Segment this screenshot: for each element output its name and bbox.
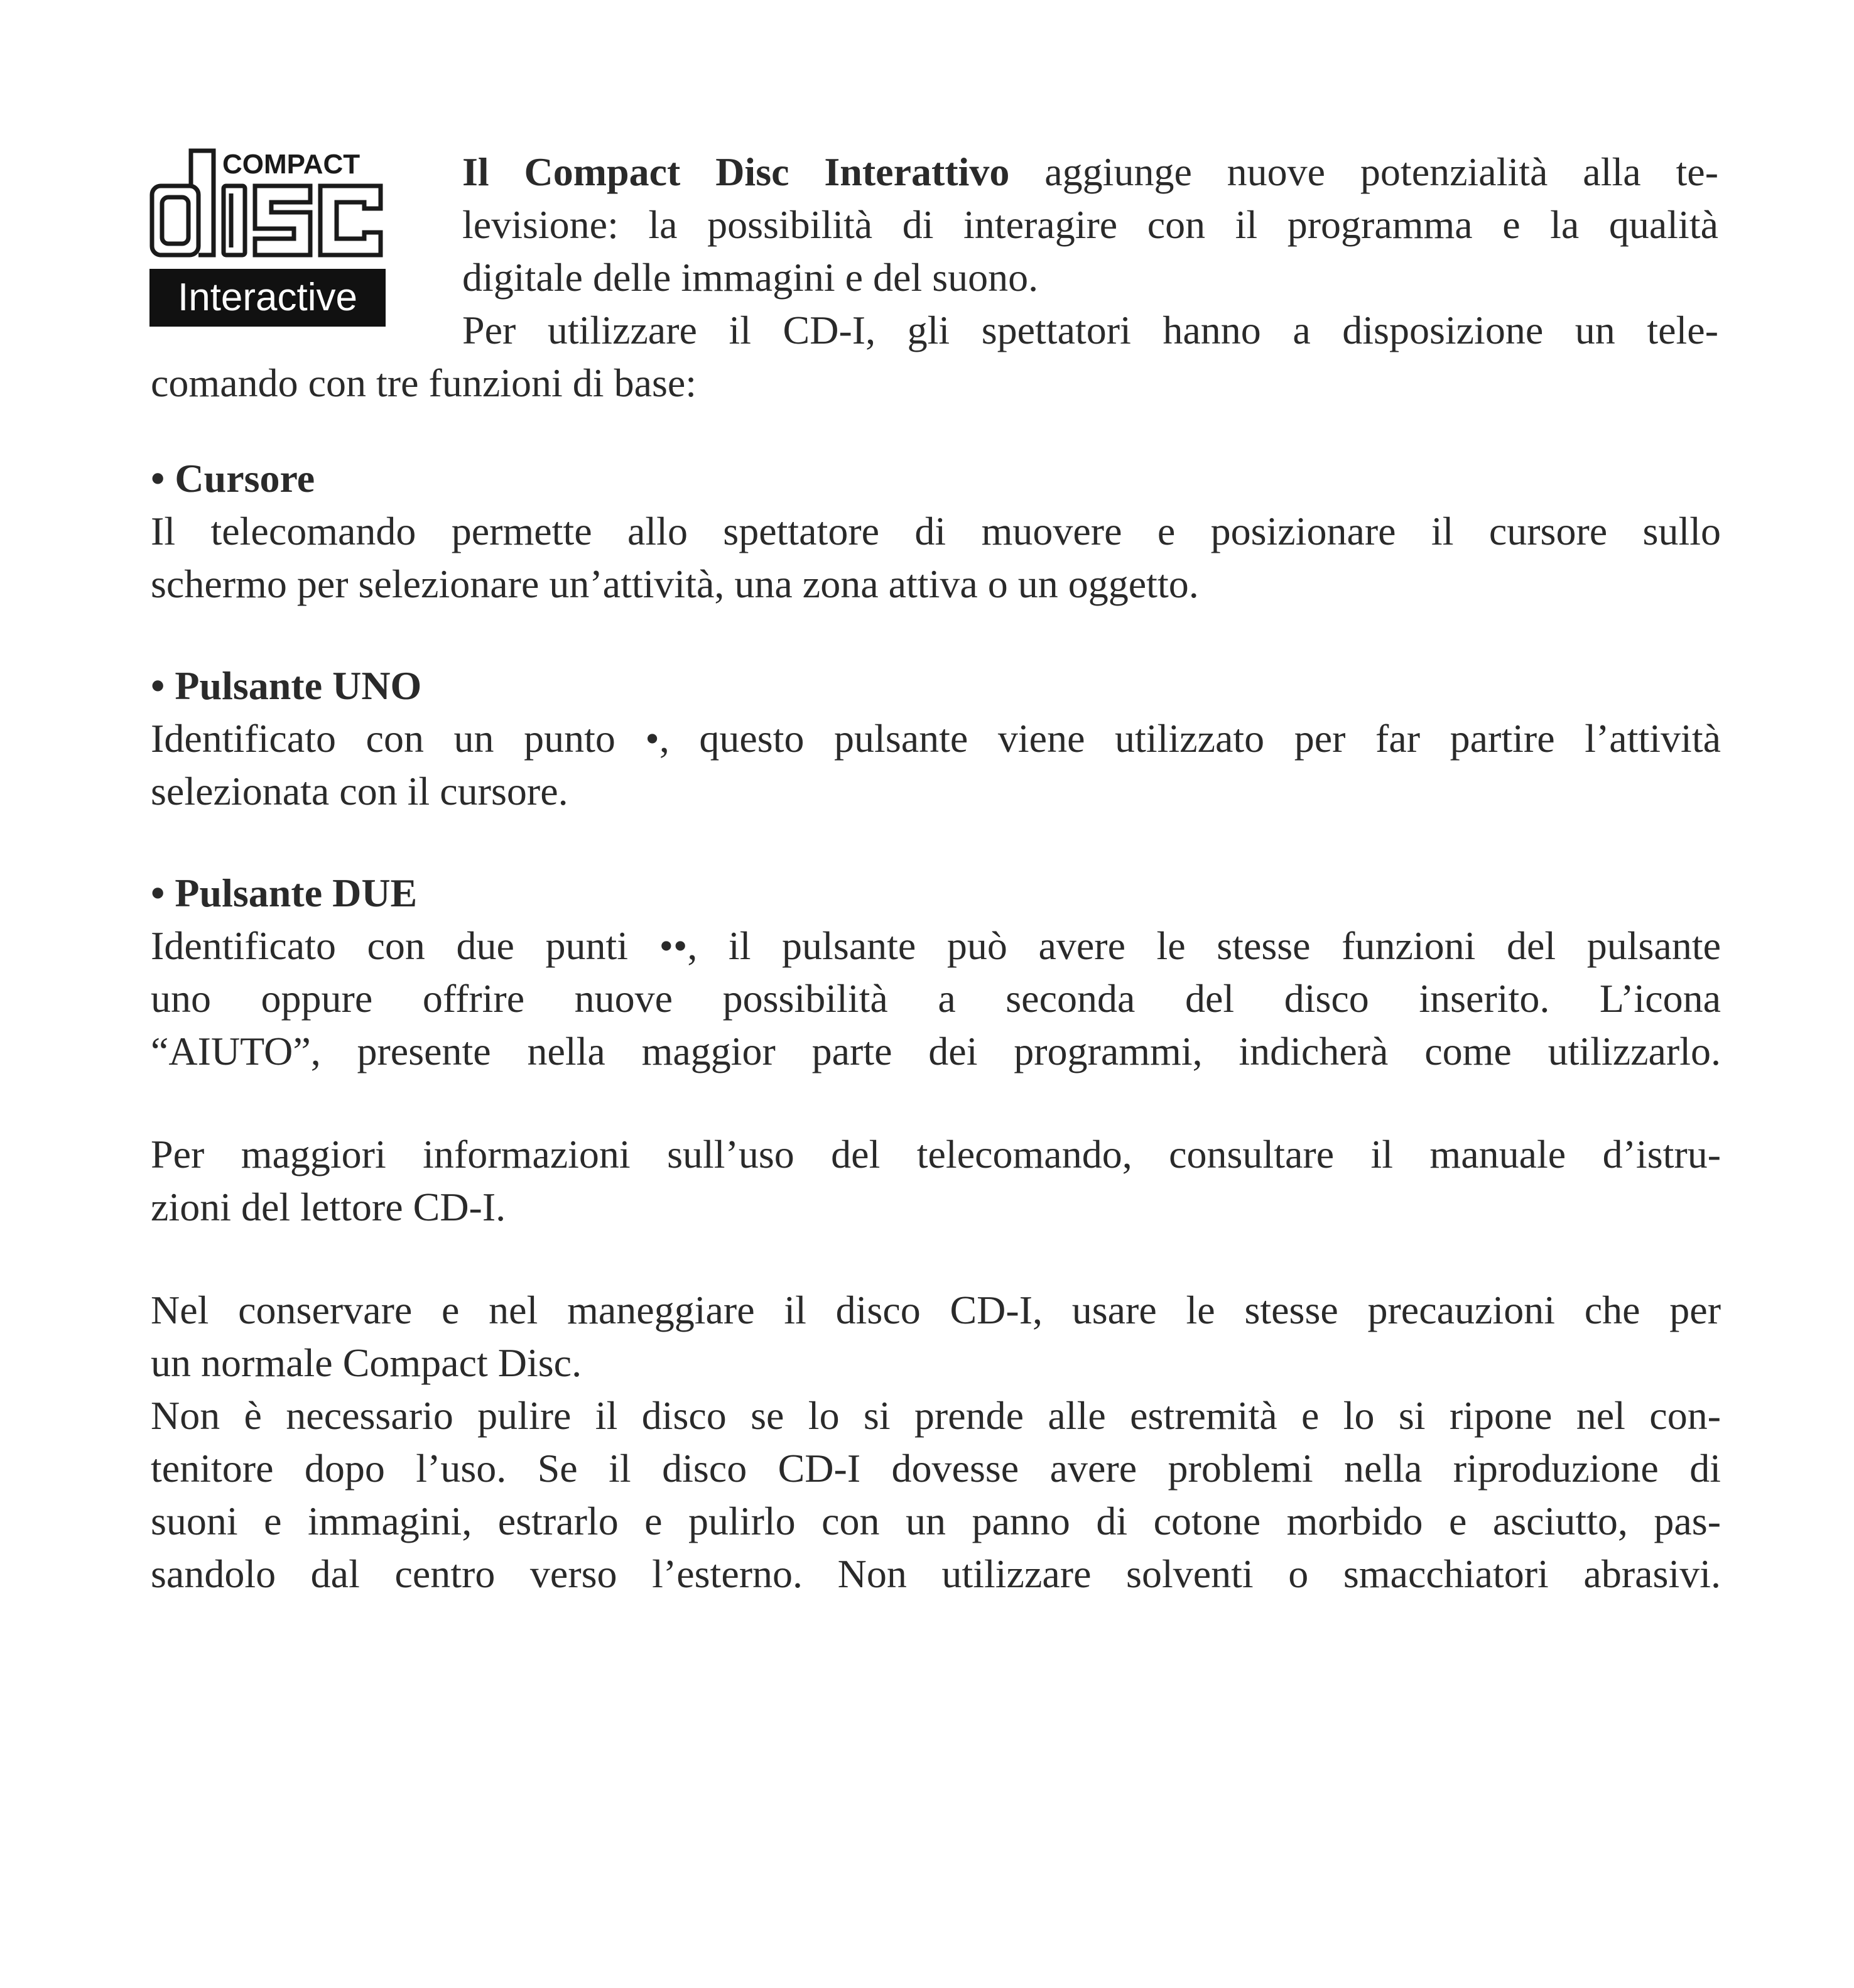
care-line-1: Nel conservare e nel maneggiare il disco CD-I, usare le stesse precauzioni che per bbox=[151, 1288, 1721, 1332]
intro-line-5: comando con tre funzioni di base: bbox=[151, 361, 697, 405]
uno-line-1: Identificato con un punto •, questo pulsante viene utilizzato per far partire l’attività bbox=[151, 716, 1721, 761]
cursore-line-1: Il telecomando permette allo spettatore di muovere e posizionare il cursore sullo bbox=[151, 509, 1721, 553]
intro-line-4: Per utilizzare il CD-I, gli spettatori hanno a disposizione un tele- bbox=[462, 308, 1718, 352]
heading-pulsante-uno: • Pulsante UNO bbox=[151, 663, 422, 708]
intro-paragraph bbox=[462, 146, 1718, 357]
intro-line-1 bbox=[462, 146, 1718, 198]
section-pulsante-due bbox=[151, 867, 1721, 1078]
uno-line-2: selezionata con il cursore. bbox=[151, 769, 568, 813]
due-line-1: Identificato con due punti ••, il pulsante può avere le stesse funzioni del pulsante bbox=[151, 923, 1721, 968]
heading-cursore: • Cursore bbox=[151, 456, 315, 501]
due-line-3: “AIUTO”, presente nella maggior parte dei programmi, indicherà come utilizzarlo. bbox=[151, 1029, 1721, 1073]
intro-line-3: digitale delle immagini e del suono. bbox=[462, 255, 1039, 300]
care-line-3: Non è necessario pulire il disco se lo si prende alle estremità e lo si ripone nel con- bbox=[151, 1393, 1721, 1438]
logo-interactive-text: Interactive bbox=[177, 276, 358, 319]
logo-compact-text: COMPACT bbox=[222, 149, 360, 180]
care-line-5: suoni e immagini, estrarlo e pulirlo con un panno di cotone morbido e asciutto, pas- bbox=[151, 1499, 1721, 1543]
care-line-4: tenitore dopo l’uso. Se il disco CD-I dovesse avere problemi nella riproduzione di bbox=[151, 1446, 1721, 1491]
info-paragraph bbox=[151, 1128, 1721, 1234]
intro-continuation bbox=[151, 357, 1721, 410]
intro-bold-lead: Il Compact Disc Interattivo bbox=[462, 149, 1010, 194]
care-line-2: un normale Compact Disc. bbox=[151, 1340, 582, 1385]
compact-disc-interactive-logo bbox=[148, 146, 387, 328]
intro-line-1-rest: aggiunge nuove potenzialità alla te- bbox=[1044, 149, 1719, 194]
intro-line-2: levisione: la possibilità di interagire con il programma e la qualità bbox=[462, 202, 1718, 247]
info-line-2: zioni del lettore CD-I. bbox=[151, 1185, 506, 1229]
section-pulsante-uno bbox=[151, 660, 1721, 818]
info-line-1: Per maggiori informazioni sull’uso del telecomando, consultare il manuale d’istru- bbox=[151, 1132, 1721, 1176]
care-line-6: sandolo dal centro verso l’esterno. Non utilizzare solventi o smacchiatori abrasivi. bbox=[151, 1551, 1721, 1596]
cursore-line-2: schermo per selezionare un’attività, una zona attiva o un oggetto. bbox=[151, 562, 1199, 606]
cd-logo-icon bbox=[148, 146, 387, 328]
heading-pulsante-due: • Pulsante DUE bbox=[151, 871, 418, 915]
section-cursore bbox=[151, 452, 1721, 611]
due-line-2: uno oppure offrire nuove possibilità a seconda del disco inserito. L’icona bbox=[151, 976, 1721, 1021]
care-paragraph bbox=[151, 1284, 1721, 1600]
